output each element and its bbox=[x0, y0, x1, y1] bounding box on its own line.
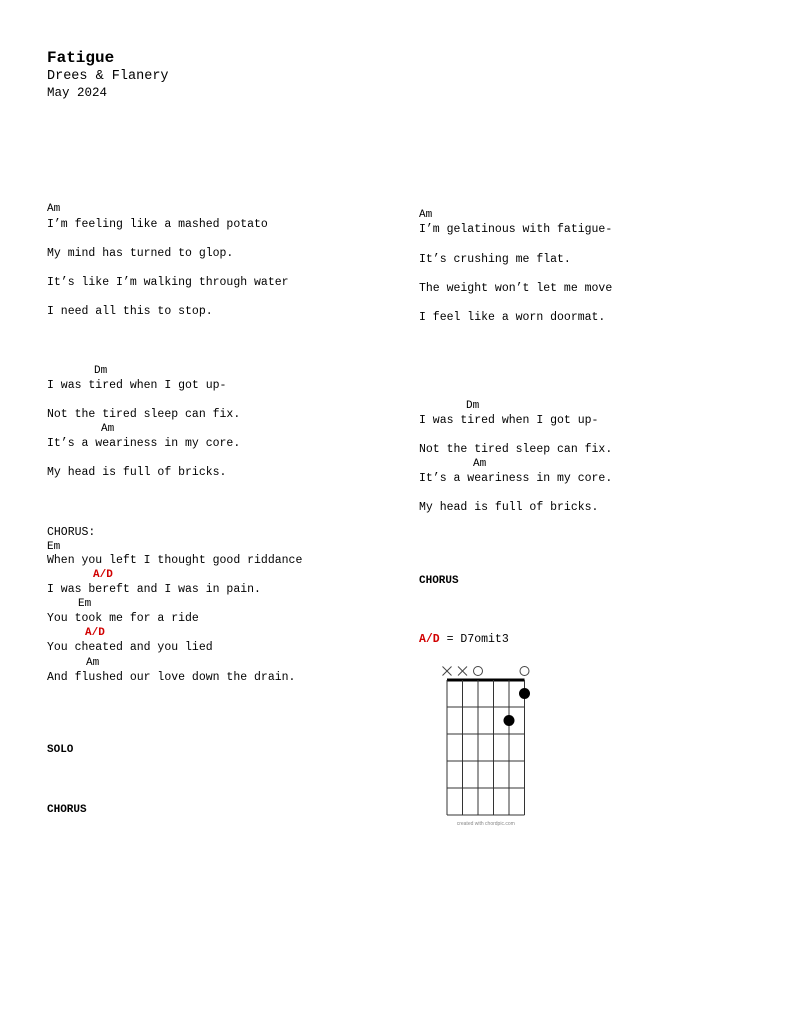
chord-label: Em bbox=[78, 598, 92, 610]
lyric-line: I need all this to stop. bbox=[47, 305, 213, 318]
lyric-line: The weight won’t let me move bbox=[419, 282, 613, 295]
lyric-line: I feel like a worn doormat. bbox=[419, 311, 606, 324]
lyric-line: Not the tired sleep can fix. bbox=[47, 408, 241, 421]
chordpic-credit: created with chordpic.com bbox=[456, 821, 515, 827]
chord-label: Am bbox=[473, 458, 487, 470]
chord-label: Dm bbox=[466, 400, 480, 412]
lyric-line: Not the tired sleep can fix. bbox=[419, 443, 613, 456]
lyric-line: It’s crushing me flat. bbox=[419, 253, 571, 266]
lyric-line: My head is full of bricks. bbox=[47, 466, 227, 479]
chord-definition bbox=[419, 633, 509, 646]
lyric-line: It’s like I’m walking through water bbox=[47, 276, 289, 289]
chord-label: Am bbox=[86, 657, 100, 669]
finger-dot bbox=[504, 715, 515, 726]
lyric-line: I’m feeling like a mashed potato bbox=[47, 218, 268, 231]
lyric-line: You cheated and you lied bbox=[47, 641, 213, 654]
chord-label: Am bbox=[47, 203, 61, 215]
lyric-line: My mind has turned to glop. bbox=[47, 247, 234, 260]
chord-label-red: A/D bbox=[93, 569, 113, 581]
open-string-marker bbox=[520, 667, 529, 676]
chord-equivalent: = D7omit3 bbox=[446, 633, 509, 646]
chord-label: Am bbox=[419, 209, 433, 221]
song-authors: Drees & Flanery bbox=[47, 69, 169, 84]
lyric-line: It’s a weariness in my core. bbox=[47, 437, 241, 450]
finger-dot bbox=[519, 688, 530, 699]
chorus-repeat-label: CHORUS bbox=[47, 804, 87, 816]
chorus-repeat-label: CHORUS bbox=[419, 575, 459, 587]
chord-label: Dm bbox=[94, 365, 108, 377]
song-title: Fatigue bbox=[47, 49, 115, 67]
lyric-line: I was bereft and I was in pain. bbox=[47, 583, 261, 596]
lyric-line: And flushed our love down the drain. bbox=[47, 671, 296, 684]
lyric-line: My head is full of bricks. bbox=[419, 501, 599, 514]
lyric-line: I was tired when I got up- bbox=[419, 414, 599, 427]
chord-diagram bbox=[437, 663, 533, 833]
chord-name: A/D bbox=[419, 633, 440, 646]
lyric-line: I was tired when I got up- bbox=[47, 379, 227, 392]
lyric-line: I’m gelatinous with fatigue- bbox=[419, 223, 613, 236]
solo-label: SOLO bbox=[47, 744, 74, 756]
chorus-label: CHORUS: bbox=[47, 526, 96, 539]
chord-label: Am bbox=[101, 423, 115, 435]
chord-label: Em bbox=[47, 541, 61, 553]
open-string-marker bbox=[474, 667, 483, 676]
lyric-line: It’s a weariness in my core. bbox=[419, 472, 613, 485]
lyric-line: When you left I thought good riddance bbox=[47, 554, 303, 567]
chord-label-red: A/D bbox=[85, 627, 105, 639]
lyric-line: You took me for a ride bbox=[47, 612, 199, 625]
song-date: May 2024 bbox=[47, 86, 108, 100]
